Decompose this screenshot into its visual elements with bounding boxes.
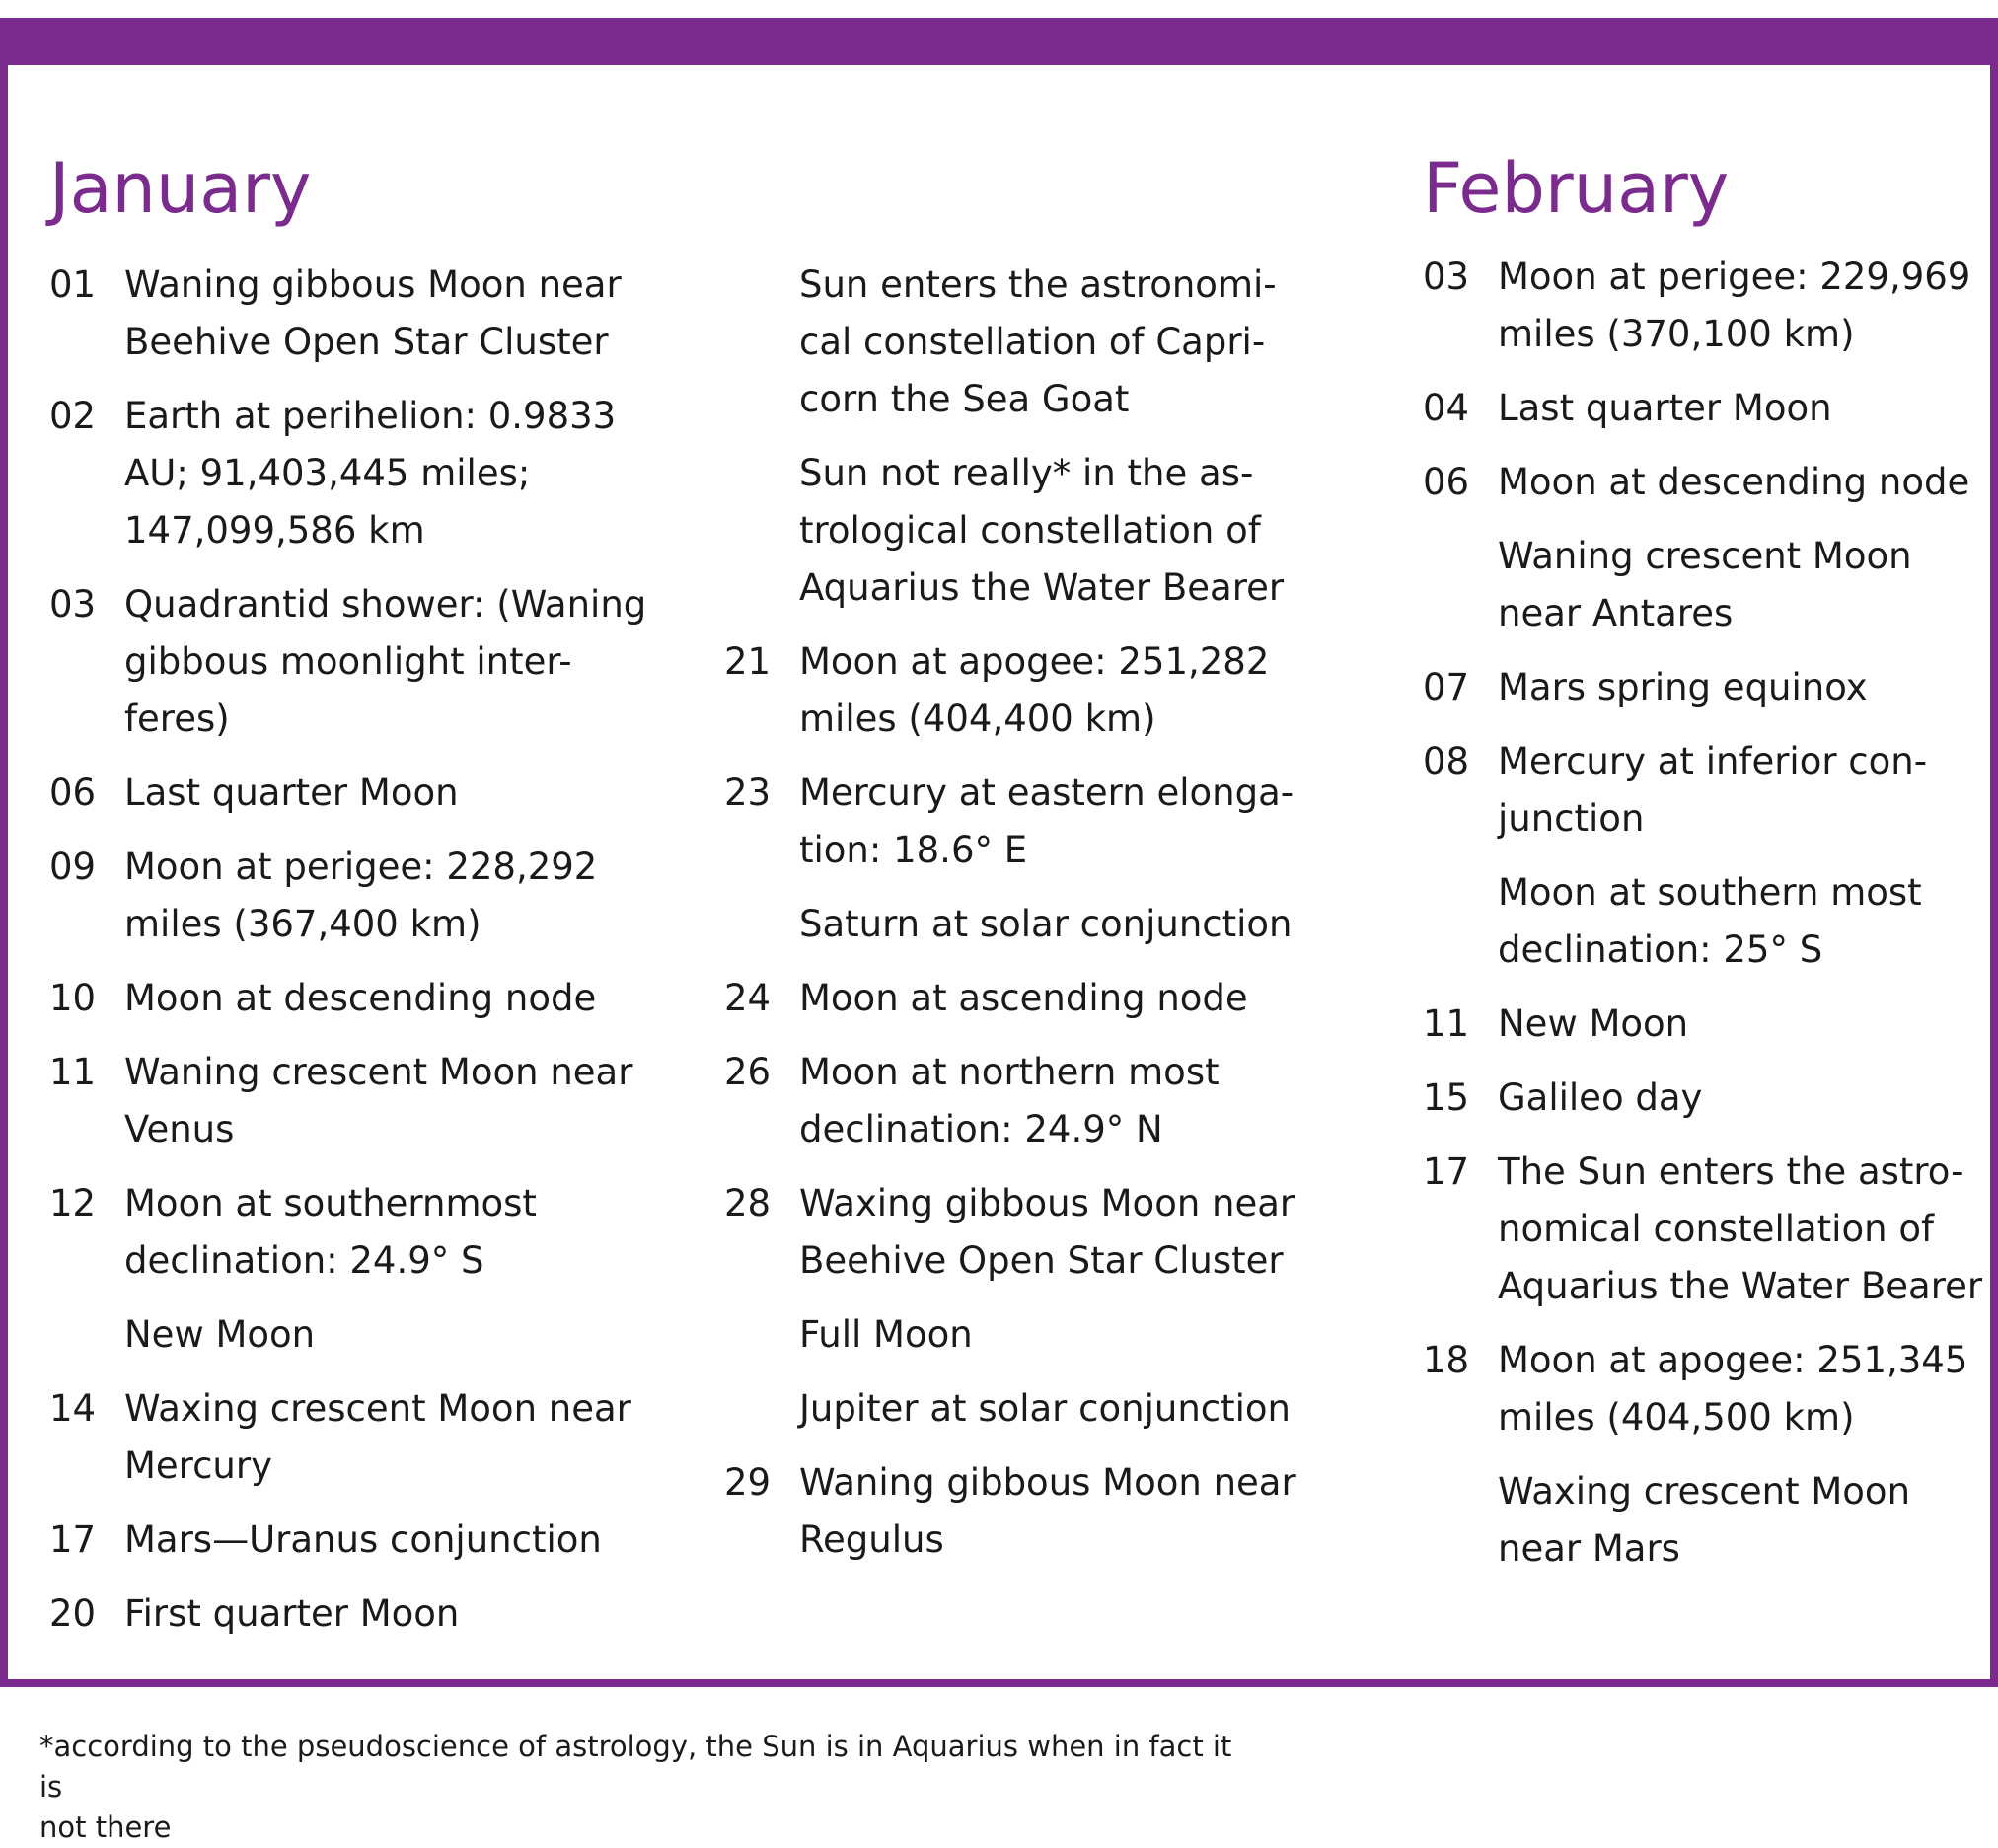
event-day	[724, 257, 799, 428]
event-day: 12	[49, 1182, 97, 1224]
event-entry	[49, 839, 661, 953]
event-text: Sun enters the astronomi- cal constellation of Capri- corn the Sea Goat	[799, 263, 1277, 420]
event-day: 29	[724, 1461, 772, 1504]
event-entry	[724, 896, 1316, 953]
february-column	[1423, 142, 1985, 1594]
february-entries	[1423, 249, 1985, 1578]
event-day: 06	[1423, 461, 1470, 503]
event-text: Moon at northern most declination: 24.9° N	[799, 1051, 1220, 1150]
event-day: 11	[49, 1051, 97, 1093]
event-day: 17	[49, 1518, 97, 1561]
january-column-1	[49, 142, 661, 1660]
event-text: Mars spring equinox	[1498, 666, 1868, 708]
event-day: 09	[49, 846, 97, 888]
event-day: 17	[1423, 1150, 1470, 1193]
event-text: Last quarter Moon	[1498, 387, 1832, 429]
event-entry	[1423, 864, 1985, 979]
event-day: 18	[1423, 1339, 1470, 1381]
event-text: Waning crescent Moon near Antares	[1498, 535, 1912, 634]
event-day: 08	[1423, 740, 1470, 782]
event-entry	[724, 1454, 1316, 1569]
event-text: Moon at apogee: 251,282 miles (404,400 km)	[799, 640, 1270, 740]
event-entry	[724, 1380, 1316, 1438]
event-text: Last quarter Moon	[124, 772, 459, 814]
event-entry	[1423, 1332, 1985, 1446]
event-text: Moon at ascending node	[799, 977, 1248, 1019]
event-day: 01	[49, 263, 97, 306]
event-entry	[724, 445, 1316, 617]
event-text: Earth at perihelion: 0.9833 AU; 91,403,445 miles; 147,099,586 km	[124, 395, 617, 552]
event-text: Waxing crescent Moon near Mars	[1498, 1470, 1911, 1570]
event-text: Quadrantid shower: (Waning gibbous moonlight inter- feres)	[124, 583, 647, 740]
event-text: Mars—Uranus conjunction	[124, 1518, 602, 1561]
footnote: *according to the pseudoscience of astrology, the Sun is in Aquarius when in fact it is not there	[39, 1730, 1232, 1844]
event-text: Saturn at solar conjunction	[799, 903, 1293, 945]
event-entry	[1423, 1463, 1985, 1578]
event-day: 26	[724, 1051, 772, 1093]
event-day: 03	[49, 583, 97, 626]
event-day	[1423, 864, 1498, 979]
event-day: 20	[49, 1592, 97, 1635]
event-entry	[1423, 528, 1985, 642]
event-entry	[724, 1306, 1316, 1364]
event-entry	[49, 1586, 661, 1643]
event-day: 03	[1423, 256, 1470, 298]
event-text: New Moon	[1498, 1002, 1689, 1045]
event-day: 11	[1423, 1002, 1470, 1045]
event-entry	[724, 765, 1316, 879]
event-text: Waning gibbous Moon near Regulus	[799, 1461, 1296, 1561]
event-text: Waning gibbous Moon near Beehive Open Star Cluster	[124, 263, 622, 363]
event-entry	[49, 1306, 661, 1364]
event-day: 04	[1423, 387, 1470, 429]
event-day: 24	[724, 977, 772, 1019]
event-text: First quarter Moon	[124, 1592, 460, 1635]
event-text: New Moon	[124, 1313, 316, 1356]
event-entry	[49, 1175, 661, 1290]
event-day: 07	[1423, 666, 1470, 708]
event-entry	[1423, 249, 1985, 363]
event-day	[1423, 528, 1498, 642]
event-day	[724, 1380, 799, 1438]
event-day: 21	[724, 640, 772, 683]
event-text: Mercury at inferior con- junction	[1498, 740, 1928, 840]
event-text: Moon at southern most declination: 25° S	[1498, 871, 1922, 971]
event-entry	[1423, 659, 1985, 716]
event-entry	[1423, 454, 1985, 511]
january-entries-2	[724, 257, 1316, 1569]
january-title: January	[49, 148, 312, 229]
event-text: Moon at perigee: 229,969 miles (370,100 km)	[1498, 256, 1971, 355]
event-entry	[49, 576, 661, 748]
event-day	[724, 445, 799, 617]
event-entry	[1423, 733, 1985, 848]
event-text: Waxing crescent Moon near Mercury	[124, 1387, 631, 1487]
event-text: Moon at perigee: 228,292 miles (367,400 km)	[124, 846, 598, 945]
event-text: Jupiter at solar conjunction	[799, 1387, 1291, 1430]
event-day	[724, 896, 799, 953]
event-entry	[49, 765, 661, 822]
event-entry	[49, 970, 661, 1027]
event-day: 10	[49, 977, 97, 1019]
event-day: 06	[49, 772, 97, 814]
event-entry	[49, 388, 661, 559]
event-day	[1423, 1463, 1498, 1578]
event-entry	[724, 257, 1316, 428]
january-column-2	[724, 142, 1316, 1586]
event-entry	[724, 1044, 1316, 1158]
event-text: Moon at descending node	[1498, 461, 1970, 503]
event-text: Mercury at eastern elonga- tion: 18.6° E	[799, 772, 1295, 871]
event-text: Sun not really* in the as- trological constellation of Aquarius the Water Bearer	[799, 452, 1285, 609]
event-entry	[49, 257, 661, 371]
event-day	[724, 1306, 799, 1364]
event-text: The Sun enters the astro- nomical constellation of Aquarius the Water Bearer	[1498, 1150, 1983, 1307]
event-day: 23	[724, 772, 772, 814]
january-entries-1	[49, 257, 661, 1643]
event-entry	[724, 633, 1316, 748]
event-day: 15	[1423, 1076, 1470, 1119]
event-entry	[49, 1512, 661, 1569]
event-text: Full Moon	[799, 1313, 973, 1356]
calendar-frame	[0, 18, 1998, 1687]
event-day	[49, 1306, 124, 1364]
event-entry	[1423, 1070, 1985, 1127]
event-entry	[1423, 380, 1985, 437]
february-title: February	[1423, 148, 1730, 229]
event-text: Waxing gibbous Moon near Beehive Open Star Cluster	[799, 1182, 1295, 1282]
event-entry	[724, 1175, 1316, 1290]
event-text: Waning crescent Moon near Venus	[124, 1051, 633, 1150]
event-entry	[724, 970, 1316, 1027]
event-day: 02	[49, 395, 97, 437]
event-entry	[49, 1380, 661, 1495]
event-entry	[49, 1044, 661, 1158]
event-text: Moon at descending node	[124, 977, 597, 1019]
event-text: Moon at apogee: 251,345 miles (404,500 km)	[1498, 1339, 1968, 1439]
event-day: 14	[49, 1387, 97, 1430]
event-text: Moon at southernmost declination: 24.9° S	[124, 1182, 537, 1282]
event-day: 28	[724, 1182, 772, 1224]
event-entry	[1423, 1144, 1985, 1315]
event-text: Galileo day	[1498, 1076, 1703, 1119]
event-entry	[1423, 996, 1985, 1053]
